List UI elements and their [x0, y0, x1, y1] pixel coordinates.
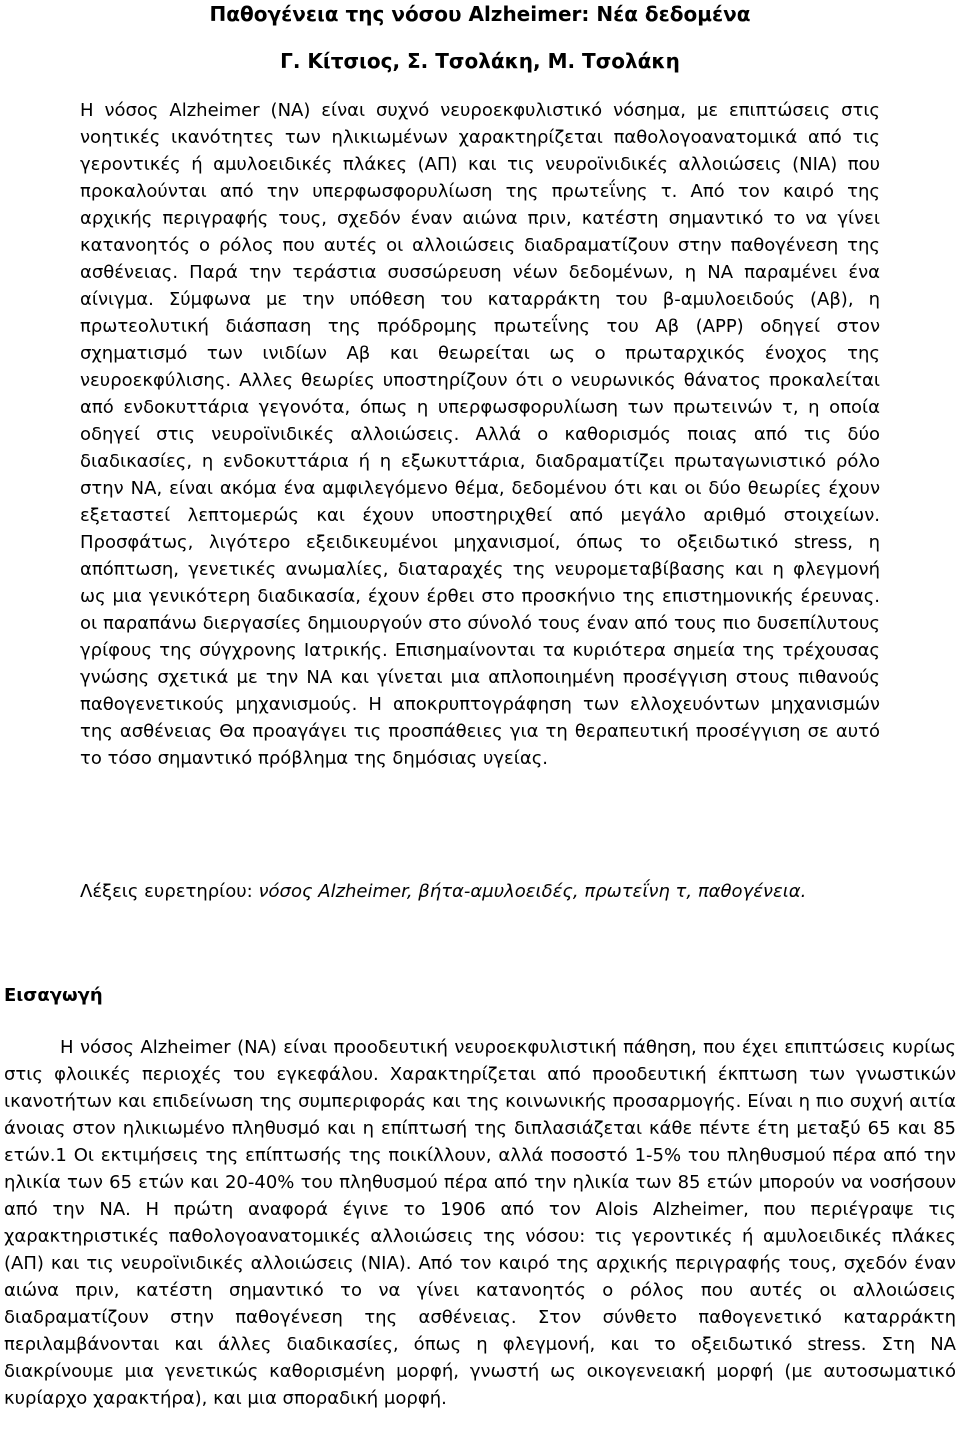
section-heading-introduction: Εισαγωγή: [4, 985, 103, 1006]
document-authors: Γ. Κίτσιος, Σ. Τσολάκη, Μ. Τσολάκη: [280, 49, 680, 73]
document-title: Παθογένεια της νόσου Alzheimer: Νέα δεδομένα: [209, 2, 751, 26]
introduction-paragraph: Η νόσος Alzheimer (ΝΑ) είναι προοδευτική νευροεκφυλιστική πάθηση, που έχει επιπτώσεις κυρίως στις φλοιικές περιοχές του εγκεφάλου. Χαρακτηρίζεται από προοδευτική έκπτωση των γνωστικών ικανοτήτων και επιδείνωση της συμπεριφοράς και της κοινωνικής προσαρμογής. Είναι η πιο συχνή αιτία άνοιας στον ηλικιωμένο πληθυσμό και η επίπτωσή της διπλασιάζεται κάθε πέντε έτη μεταξύ 65 και 85 ετών.1 Οι εκτιμήσεις της επίπτωσής της ποικίλλουν, αλλά ποσοστό 1-5% του πληθυσμού πέρα από την ηλικία των 65 ετών και 20-40% του πληθυσμού πέρα από την ηλικία των 85 ετών μπορούν να νοσήσουν από την ΝΑ. Η πρώτη αναφορά έγινε το 1906 από τον Alois Alzheimer, που περιέγραψε τις χαρακτηριστικές παθολογοανατομικές αλλοιώσεις της νόσου: τις γεροντικές ή αμυλοειδικές πλάκες (ΑΠ) και τις νευροϊνιδικές αλλοιώσεις (ΝΙΑ). Από τον καιρό της αρχικής περιγραφής τους, σχεδόν έναν αιώνα πριν, κατέστη σημαντικό το να γίνει κατανοητός ο ρόλος που αυτές οι αλλοιώσεις διαδραματίζουν στην παθογένεση της ασθένειας. Στον σύνθετο παθογενετικό καταρράκτη περιλαμβάνονται και άλλες διαδικασίες, όπως η φλεγμονή, και το οξειδωτικό stress. Στη ΝΑ διακρίνουμε μια γενετικώς καθορισμένη μορφή, γνωστή ως οικογενειακή μορφή (με αυτοσωματικό κυρίαρχο χαρακτήρα), και μια σποραδική μορφή.: [4, 1037, 956, 1409]
abstract-paragraph: Η νόσος Alzheimer (ΝΑ) είναι συχνό νευροεκφυλιστικό νόσημα, με επιπτώσεις στις νοητικές ικανότητες των ηλικιωμένων χαρακτηρίζεται παθολογοανατομικά από τις γεροντικές ή αμυλοειδικές πλάκες (ΑΠ) και τις νευροϊνιδικές αλλοιώσεις (ΝΙΑ) που προκαλούνται από την υπερφωσφορυλίωση της πρωτεΐνης τ. Από τον καιρό της αρχικής περιγραφής τους, σχεδόν έναν αιώνα πριν, κατέστη σημαντικό το να γίνει κατανοητός ο ρόλος που αυτές οι αλλοιώσεις διαδραματίζουν στην παθογένεση της ασθένειας. Παρά την τεράστια συσσώρευση νέων δεδομένων, η ΝΑ παραμένει ένα αίνιγμα. Σύμφωνα με την υπόθεση του καταρράκτη του β-αμυλοειδούς (Αβ), η πρωτεολυτική διάσπαση της πρόδρομης πρωτεΐνης του Αβ (APP) οδηγεί στον σχηματισμό των ινιδίων Αβ και θεωρείται ως ο πρωταρχικός ένοχος της νευροεκφύλισης. Αλλες θεωρίες υποστηρίζουν ότι ο νευρωνικός θάνατος προκαλείται από ενδοκυττάρια γεγονότα, όπως η υπερφωσφορυλίωση των πρωτεινών τ, η οποία οδηγεί στις νευροϊνιδικές αλλοιώσεις. Αλλά ο καθορισμός ποιας από τις δύο διαδικασίες, η ενδοκυττάρια ή η εξωκυττάρια, διαδραματίζει πρωταγωνιστικό ρόλο στην ΝΑ, είναι ακόμα ένα αμφιλεγόμενο θέμα, δεδομένου ότι και οι δύο θεωρίες έχουν εξεταστεί λεπτομερώς και έχουν υποστηριχθεί από μεγάλο αριθμό στοιχείων. Προσφάτως, λιγότερο εξειδικευμένοι μηχανισμοί, όπως το οξειδωτικό stress, η απόπτωση, γενετικές ανωμαλίες, διαταραχές της νευρομεταβίβασης και η φλεγμονή ως μια γενικότερη διαδικασία, έχουν έρθει στο προσκήνιο της επιστημονικής έρευνας. οι παραπάνω διεργασίες δημιουργούν στο σύνολό τους έναν από τους πιο δυσεπίλυτους γρίφους της σύγχρονης Ιατρικής. Επισημαίνονται τα κυριότερα σημεία της τρέχουσας γνώσης σχετικά με την ΝΑ και γίνεται μια απλοποιημένη προσέγγιση στους πιθανούς παθογενετικούς μηχανισμούς. Η αποκρυπτογράφηση των ελλοχευόντων μηχανισμών της ασθένειας Θα προαγάγει τις προσπάθειες για τη θεραπευτική προσέγγιση σε αυτό το τόσο σημαντικό πρόβλημα της δημόσιας υγείας.: [80, 100, 880, 769]
keywords-label: Λέξεις ευρετηρίου:: [80, 881, 253, 902]
keywords-paragraph: [80, 878, 880, 905]
keywords-terms: νόσος Alzheimer, βήτα-αμυλοειδές, πρωτεΐνη τ, παθογένεια.: [258, 881, 807, 902]
